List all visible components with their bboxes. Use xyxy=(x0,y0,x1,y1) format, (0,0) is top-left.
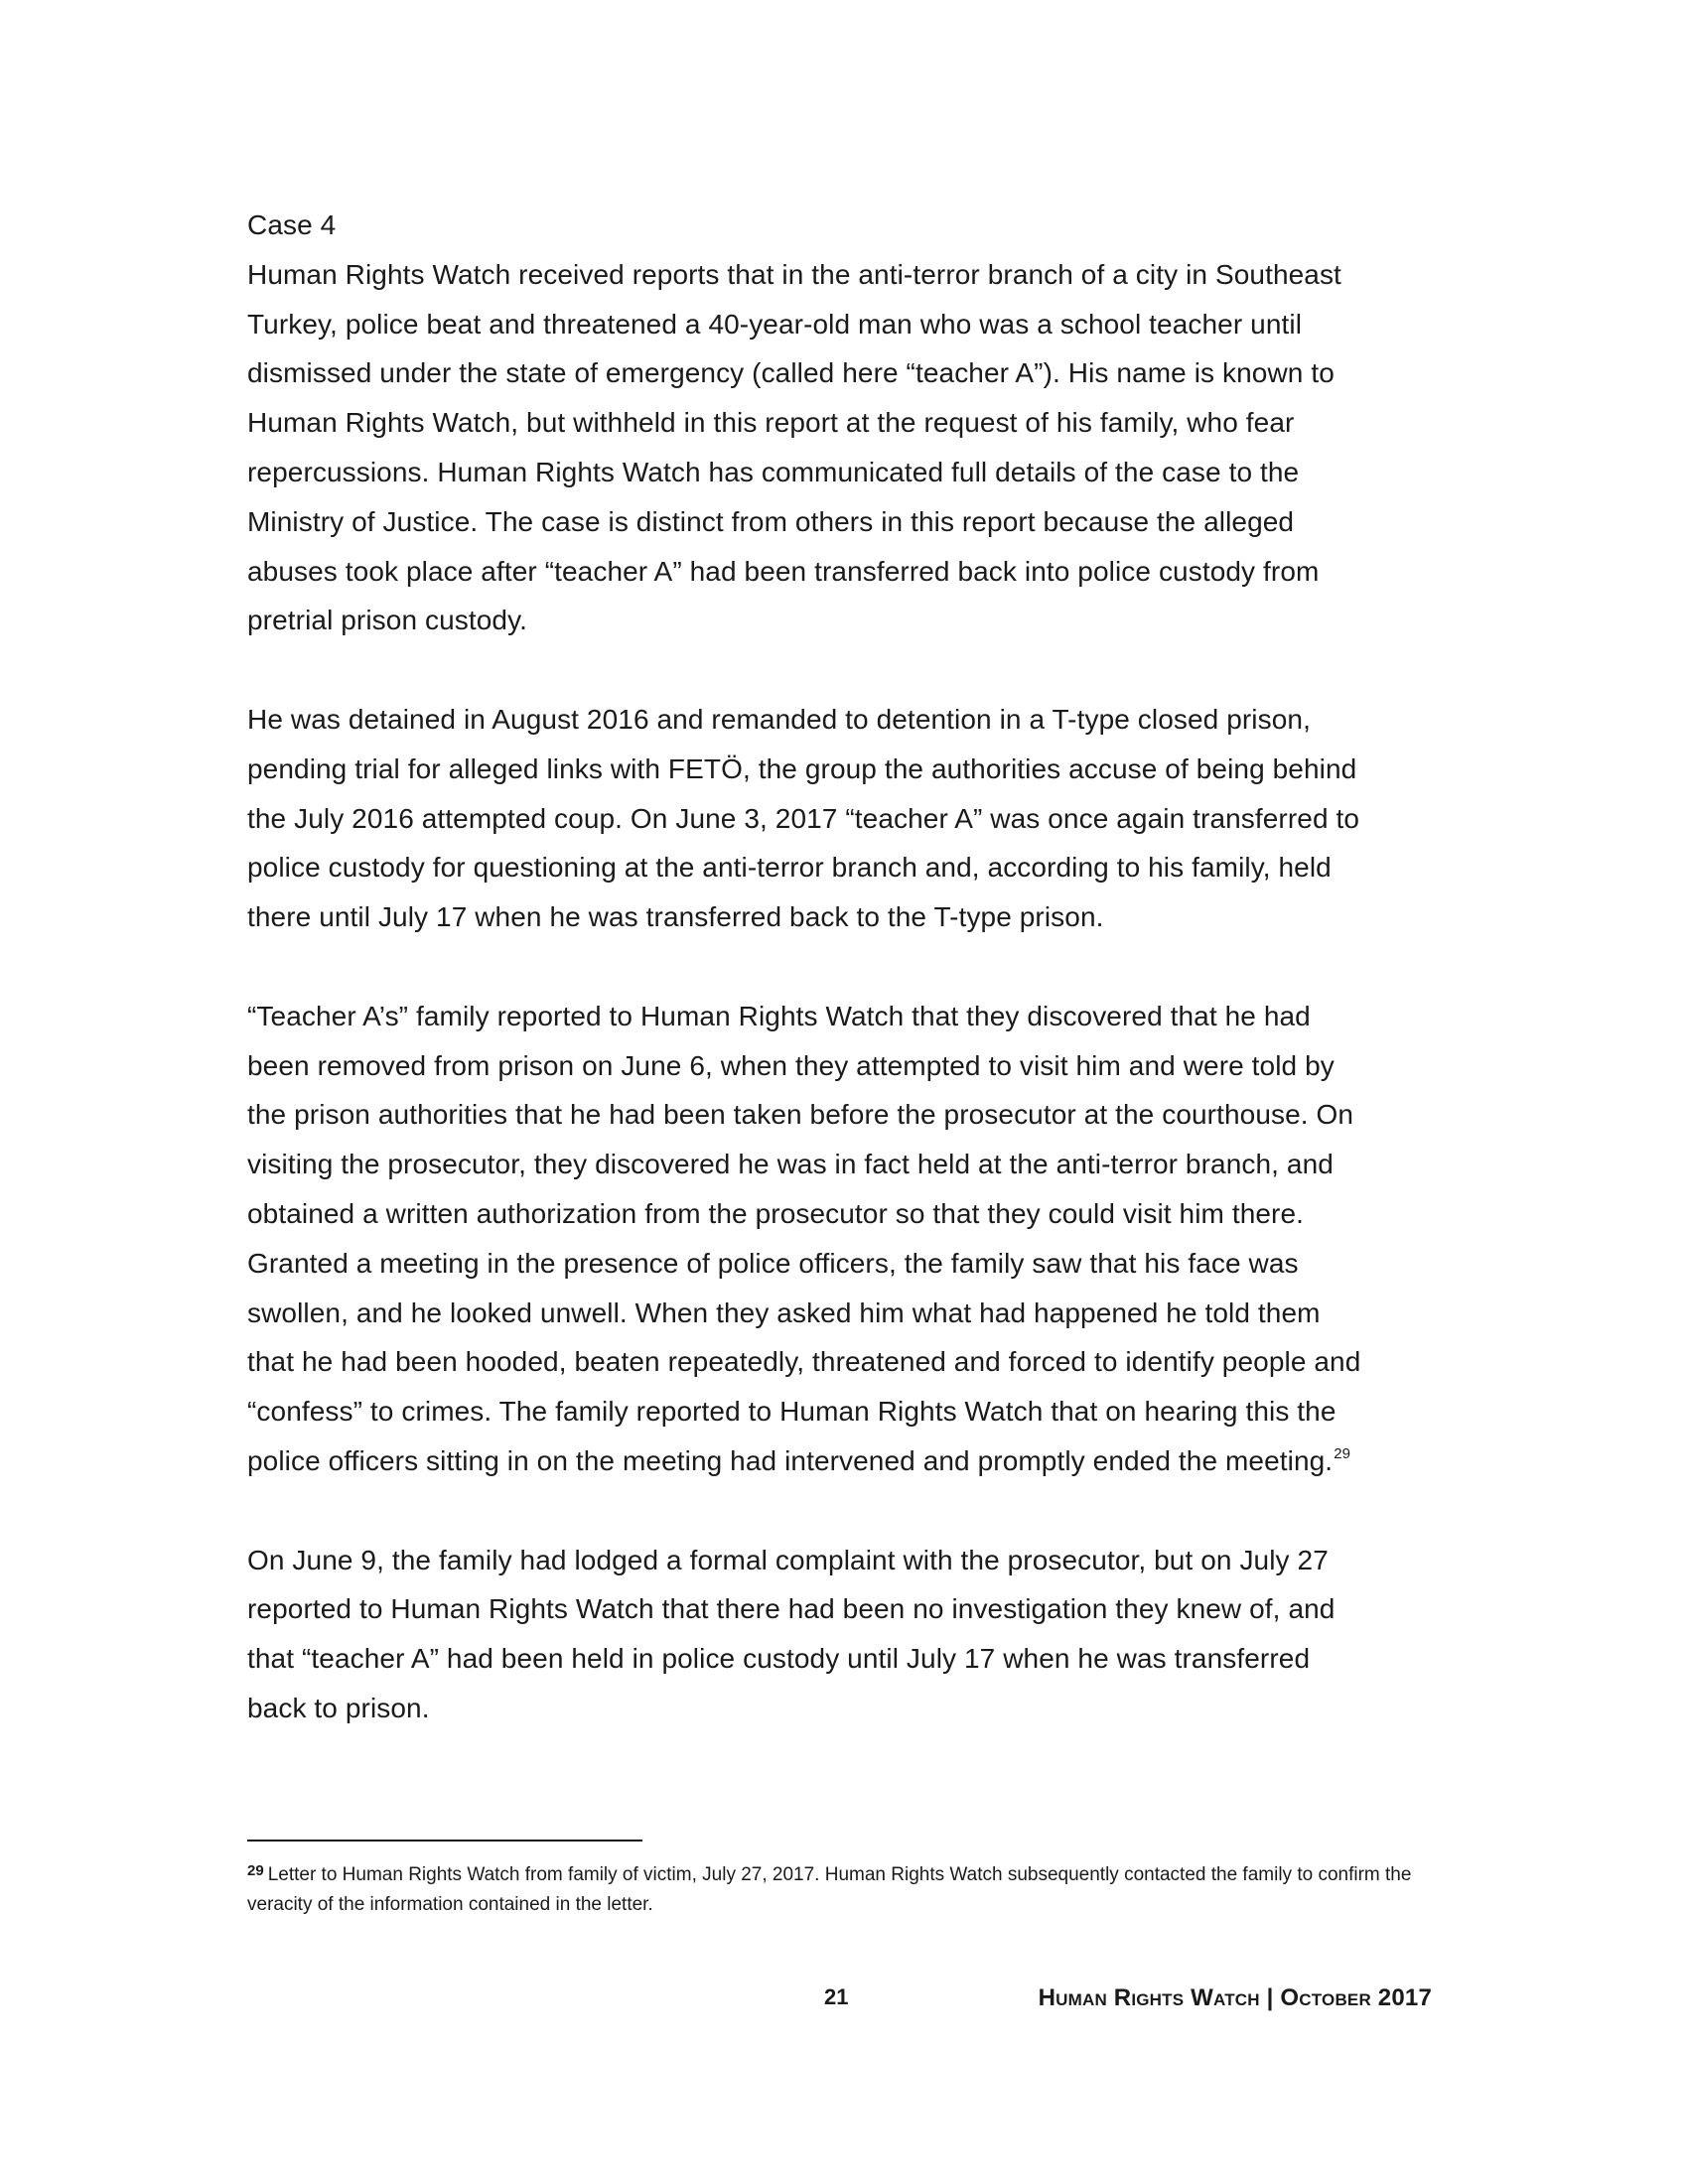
paragraph-4: On June 9, the family had lodged a formal complaint with the prosecutor, but on July 27 reported to Human Rights Watch that there had been no investigation they knew of, and that “teacher A” had been held in police custody until July 17 when he was transferred back to prison. xyxy=(247,1544,1336,1723)
footnote-number: 29 xyxy=(247,1862,264,1879)
footnote-divider xyxy=(247,1840,642,1842)
footnote xyxy=(247,1856,1439,1920)
footnote-text: Letter to Human Rights Watch from family of victim, July 27, 2017. Human Rights Watch subsequently contacted the family to confirm the veracity of the information contained in the letter. xyxy=(247,1864,1412,1915)
case-heading: Case 4 xyxy=(247,209,337,240)
footnote-reference[interactable]: 29 xyxy=(1334,1444,1351,1462)
paragraph-1: Human Rights Watch received reports that in the anti-terror branch of a city in Southeast Turkey, police beat and threatened a 40-year-old man who was a school teacher until dismissed under the state of emergency (called here “teacher A”). His name is known to Human Rights Watch, but withheld in this report at the request of his family, who fear repercussions. Human Rights Watch has communicated full details of the case to the Ministry of Justice. The case is distinct from others in this report because the alleged abuses took place after “teacher A” had been transferred back into police custody from pretrial prison custody. xyxy=(247,258,1341,636)
page-number: 21 xyxy=(824,1984,849,2009)
paragraph-3-text: “Teacher A’s” family reported to Human Rights Watch that they discovered that he had been removed from prison on June 6, when they attempted to visit him and were told by the prison authorities that he had been taken before the prosecutor at the courthouse. On visiting the prosecutor, they discovered he was in fact held at the anti-terror branch, and obtained a written authorization from the prosecutor so that they could visit him there. Granted a meeting in the presence of police officers, the family saw that his face was swollen, and he looked unwell. When they asked him what had happened he told them that he had been hooded, beaten repeatedly, threatened and forced to identify people and “confess” to crimes. The family reported to Human Rights Watch that on hearing this the police officers sitting in on the meeting had intervened and promptly ended the meeting. xyxy=(247,1000,1361,1476)
footer-org-date: Human Rights Watch | October 2017 xyxy=(1038,1984,1432,2011)
page-footer xyxy=(0,1980,1688,2020)
main-text xyxy=(247,201,1439,1783)
paragraph-2: He was detained in August 2016 and remanded to detention in a T-type closed prison, pending trial for alleged links with FETÖ, the group the authorities accuse of being behind the July 2016 attempted coup. On June 3, 2017 “teacher A” was once again transferred to police custody for questioning at the anti-terror branch and, according to his family, held there until July 17 when he was transferred back to the T-type prison. xyxy=(247,703,1360,933)
paragraph-3 xyxy=(247,992,1439,1486)
